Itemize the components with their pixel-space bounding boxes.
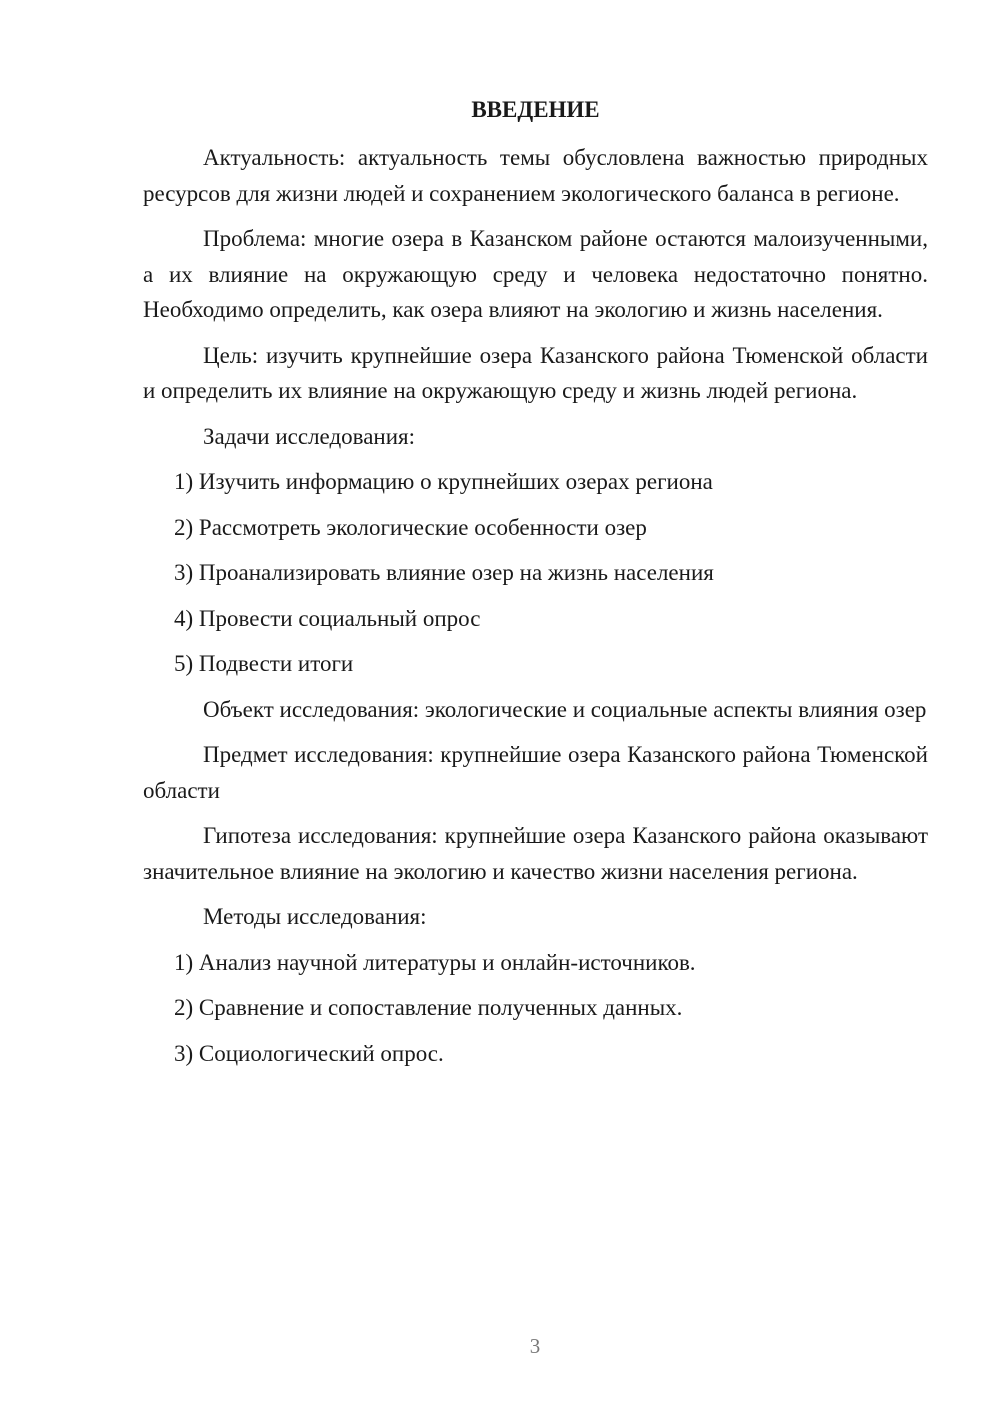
tasks-heading: Задачи исследования: xyxy=(203,423,416,449)
paragraph-problem: Проблема: многие озера в Казанском районе остаются малоизученными, а их влияние на окружающую среду и человека недостаточно понятно. Необходимо определить, как озера влияют на экологию и жизнь населения. xyxy=(143,226,928,322)
paragraph-goal: Цель: изучить крупнейшие озера Казанского района Тюменской области и определить их влияние на окружающую среду и жизнь людей региона. xyxy=(143,342,928,403)
list-item: 1) Анализ научной литературы и онлайн-источников. xyxy=(174,949,696,975)
page-title: ВВЕДЕНИЕ xyxy=(471,97,600,122)
list-item: 3) Проанализировать влияние озер на жизнь населения xyxy=(174,560,714,585)
list-item: 1) Изучить информацию о крупнейших озерах региона xyxy=(174,469,713,494)
paragraph-subject: Предмет исследования: крупнейшие озера Казанского района Тюменской области xyxy=(143,742,928,803)
paragraph-relevance: Актуальность: актуальность темы обусловлена важностью природных ресурсов для жизни людей и сохранением экологического баланса в регионе. xyxy=(143,145,928,206)
list-item: 3) Социологический опрос. xyxy=(174,1040,444,1066)
paragraph-hypothesis: Гипотеза исследования: крупнейшие озера Казанского района оказывают значительное влияние на экологию и качество жизни населения региона. xyxy=(143,823,928,884)
page-number: 3 xyxy=(529,1334,541,1358)
list-item: 2) Сравнение и сопоставление полученных данных. xyxy=(174,995,683,1020)
list-item: 5) Подвести итоги xyxy=(174,651,354,676)
methods-list xyxy=(143,945,928,1072)
list-item: 4) Провести социальный опрос xyxy=(174,605,481,631)
list-item: 2) Рассмотреть экологические особенности озер xyxy=(174,514,647,540)
tasks-list xyxy=(143,464,928,682)
methods-heading: Методы исследования: xyxy=(203,904,427,929)
page-content xyxy=(143,92,928,1081)
paragraph-object: Объект исследования: экологические и социальные аспекты влияния озер xyxy=(203,696,927,722)
